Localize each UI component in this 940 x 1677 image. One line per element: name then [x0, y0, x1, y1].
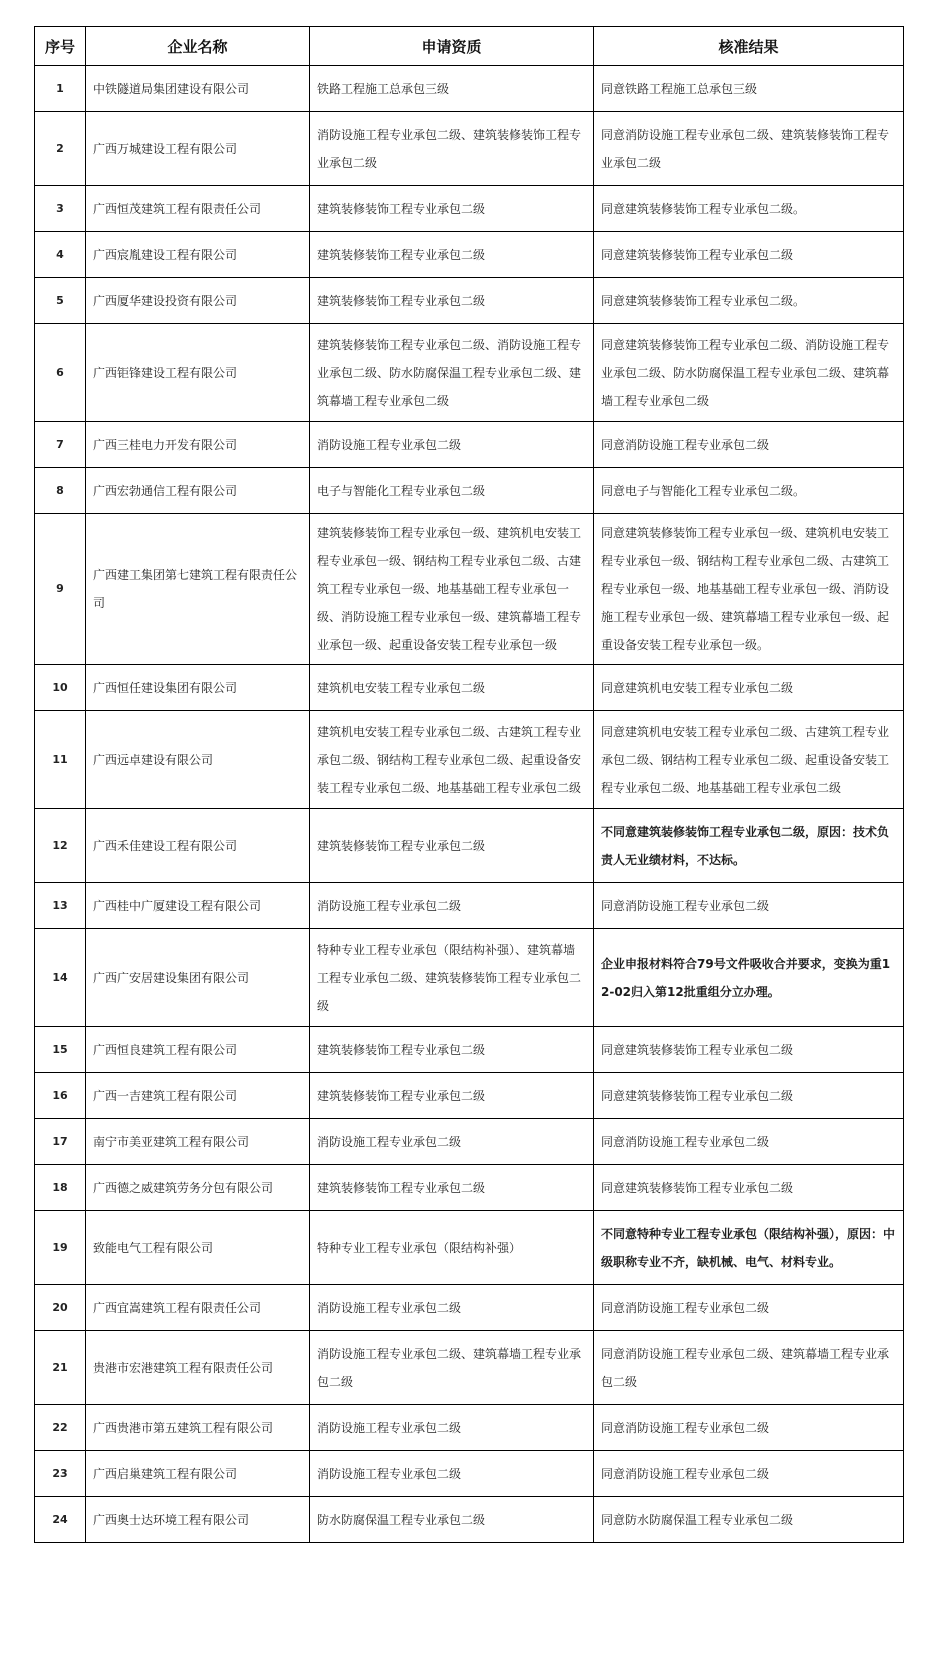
row-company-name: 广西贵港市第五建筑工程有限公司 [86, 1405, 310, 1451]
row-serial-number: 23 [35, 1451, 86, 1497]
table-row [35, 324, 904, 422]
row-applied-qualification: 建筑机电安装工程专业承包二级、古建筑工程专业承包二级、钢结构工程专业承包二级、起重设备安装工程专业承包二级、地基基础工程专业承包二级 [310, 711, 594, 809]
row-applied-qualification: 消防设施工程专业承包二级、建筑装修装饰工程专业承包二级 [310, 112, 594, 186]
row-approval-result: 同意消防设施工程专业承包二级 [594, 422, 904, 468]
row-serial-number: 22 [35, 1405, 86, 1451]
row-applied-qualification: 建筑装修装饰工程专业承包二级 [310, 1165, 594, 1211]
row-company-name: 广西奥士达环境工程有限公司 [86, 1497, 310, 1543]
row-approval-result: 同意消防设施工程专业承包二级 [594, 1119, 904, 1165]
row-applied-qualification: 消防设施工程专业承包二级 [310, 422, 594, 468]
row-company-name: 中铁隧道局集团建设有限公司 [86, 66, 310, 112]
table-row [35, 1451, 904, 1497]
row-serial-number: 24 [35, 1497, 86, 1543]
header-serial-number: 序号 [35, 27, 86, 66]
table-row [35, 186, 904, 232]
row-approval-result: 同意建筑装修装饰工程专业承包一级、建筑机电安装工程专业承包一级、钢结构工程专业承包二级、古建筑工程专业承包一级、地基基础工程专业承包一级、消防设施工程专业承包一级、建筑幕墙工程专业承包一级、起重设备安装工程专业承包一级。 [594, 514, 904, 665]
row-applied-qualification: 消防设施工程专业承包二级、建筑幕墙工程专业承包二级 [310, 1331, 594, 1405]
row-approval-result: 同意铁路工程施工总承包三级 [594, 66, 904, 112]
row-company-name: 广西万城建设工程有限公司 [86, 112, 310, 186]
header-applied-qualification: 申请资质 [310, 27, 594, 66]
row-approval-result: 同意建筑装修装饰工程专业承包二级、消防设施工程专业承包二级、防水防腐保温工程专业承包二级、建筑幕墙工程专业承包二级 [594, 324, 904, 422]
row-approval-result: 同意消防设施工程专业承包二级、建筑幕墙工程专业承包二级 [594, 1331, 904, 1405]
row-applied-qualification: 消防设施工程专业承包二级 [310, 883, 594, 929]
row-company-name: 致能电气工程有限公司 [86, 1211, 310, 1285]
table-row [35, 66, 904, 112]
row-company-name: 广西广安居建设集团有限公司 [86, 929, 310, 1027]
row-company-name: 广西一吉建筑工程有限公司 [86, 1073, 310, 1119]
table-row [35, 929, 904, 1027]
table-row [35, 1497, 904, 1543]
table-row [35, 809, 904, 883]
table-row [35, 1073, 904, 1119]
row-serial-number: 2 [35, 112, 86, 186]
row-company-name: 广西远卓建设有限公司 [86, 711, 310, 809]
row-approval-result: 同意消防设施工程专业承包二级 [594, 883, 904, 929]
row-applied-qualification: 消防设施工程专业承包二级 [310, 1405, 594, 1451]
row-applied-qualification: 建筑装修装饰工程专业承包二级 [310, 1027, 594, 1073]
table-header-row [35, 27, 904, 66]
table-row [35, 1331, 904, 1405]
row-approval-result: 同意消防设施工程专业承包二级 [594, 1285, 904, 1331]
row-company-name: 广西三桂电力开发有限公司 [86, 422, 310, 468]
row-company-name: 广西宜嵩建筑工程有限责任公司 [86, 1285, 310, 1331]
table-row [35, 1405, 904, 1451]
table-row [35, 1119, 904, 1165]
row-serial-number: 16 [35, 1073, 86, 1119]
row-applied-qualification: 消防设施工程专业承包二级 [310, 1119, 594, 1165]
row-serial-number: 1 [35, 66, 86, 112]
row-approval-result: 同意防水防腐保温工程专业承包二级 [594, 1497, 904, 1543]
row-serial-number: 7 [35, 422, 86, 468]
row-approval-result: 同意建筑装修装饰工程专业承包二级。 [594, 278, 904, 324]
row-applied-qualification: 建筑装修装饰工程专业承包二级 [310, 1073, 594, 1119]
row-approval-result: 同意建筑装修装饰工程专业承包二级 [594, 1073, 904, 1119]
header-company-name: 企业名称 [86, 27, 310, 66]
row-serial-number: 5 [35, 278, 86, 324]
row-applied-qualification: 建筑装修装饰工程专业承包一级、建筑机电安装工程专业承包一级、钢结构工程专业承包二级、古建筑工程专业承包一级、地基基础工程专业承包一级、消防设施工程专业承包一级、建筑幕墙工程专业承包一级、起重设备安装工程专业承包一级 [310, 514, 594, 665]
table-row [35, 1285, 904, 1331]
row-serial-number: 20 [35, 1285, 86, 1331]
row-serial-number: 6 [35, 324, 86, 422]
table-row [35, 1211, 904, 1285]
row-serial-number: 9 [35, 514, 86, 665]
row-applied-qualification: 铁路工程施工总承包三级 [310, 66, 594, 112]
row-applied-qualification: 建筑机电安装工程专业承包二级 [310, 665, 594, 711]
row-applied-qualification: 防水防腐保温工程专业承包二级 [310, 1497, 594, 1543]
row-serial-number: 8 [35, 468, 86, 514]
row-applied-qualification: 建筑装修装饰工程专业承包二级 [310, 186, 594, 232]
table-row [35, 112, 904, 186]
row-approval-result: 企业申报材料符合79号文件吸收合并要求，变换为重12-02归入第12批重组分立办理。 [594, 929, 904, 1027]
row-company-name: 广西建工集团第七建筑工程有限责任公司 [86, 514, 310, 665]
table-row [35, 278, 904, 324]
row-applied-qualification: 建筑装修装饰工程专业承包二级 [310, 809, 594, 883]
row-company-name: 广西厦华建设投资有限公司 [86, 278, 310, 324]
row-applied-qualification: 消防设施工程专业承包二级 [310, 1285, 594, 1331]
row-serial-number: 19 [35, 1211, 86, 1285]
table-row [35, 468, 904, 514]
row-company-name: 广西宏勃通信工程有限公司 [86, 468, 310, 514]
row-company-name: 广西恒任建设集团有限公司 [86, 665, 310, 711]
row-approval-result: 不同意特种专业工程专业承包（限结构补强），原因：中级职称专业不齐，缺机械、电气、材料专业。 [594, 1211, 904, 1285]
table-row [35, 232, 904, 278]
row-applied-qualification: 特种专业工程专业承包（限结构补强） [310, 1211, 594, 1285]
header-approval-result: 核准结果 [594, 27, 904, 66]
table-row [35, 711, 904, 809]
row-company-name: 广西德之威建筑劳务分包有限公司 [86, 1165, 310, 1211]
row-company-name: 广西恒茂建筑工程有限责任公司 [86, 186, 310, 232]
row-serial-number: 4 [35, 232, 86, 278]
table-row [35, 422, 904, 468]
row-approval-result: 同意建筑装修装饰工程专业承包二级 [594, 1027, 904, 1073]
table-row [35, 1165, 904, 1211]
row-applied-qualification: 建筑装修装饰工程专业承包二级 [310, 232, 594, 278]
row-company-name: 广西桂中广厦建设工程有限公司 [86, 883, 310, 929]
table-row [35, 1027, 904, 1073]
row-approval-result: 同意电子与智能化工程专业承包二级。 [594, 468, 904, 514]
row-serial-number: 18 [35, 1165, 86, 1211]
row-serial-number: 13 [35, 883, 86, 929]
row-approval-result: 同意消防设施工程专业承包二级 [594, 1405, 904, 1451]
row-approval-result: 同意建筑机电安装工程专业承包二级 [594, 665, 904, 711]
row-company-name: 广西宸胤建设工程有限公司 [86, 232, 310, 278]
row-serial-number: 12 [35, 809, 86, 883]
row-company-name: 贵港市宏港建筑工程有限责任公司 [86, 1331, 310, 1405]
row-applied-qualification: 建筑装修装饰工程专业承包二级 [310, 278, 594, 324]
row-serial-number: 21 [35, 1331, 86, 1405]
row-approval-result: 同意消防设施工程专业承包二级 [594, 1451, 904, 1497]
row-applied-qualification: 建筑装修装饰工程专业承包二级、消防设施工程专业承包二级、防水防腐保温工程专业承包二级、建筑幕墙工程专业承包二级 [310, 324, 594, 422]
row-company-name: 广西禾佳建设工程有限公司 [86, 809, 310, 883]
row-company-name: 广西启巢建筑工程有限公司 [86, 1451, 310, 1497]
row-serial-number: 10 [35, 665, 86, 711]
row-serial-number: 11 [35, 711, 86, 809]
table-row [35, 883, 904, 929]
table-row [35, 514, 904, 665]
approval-results-table [34, 26, 904, 1543]
row-approval-result: 同意建筑机电安装工程专业承包二级、古建筑工程专业承包二级、钢结构工程专业承包二级、起重设备安装工程专业承包二级、地基基础工程专业承包二级 [594, 711, 904, 809]
row-approval-result: 同意消防设施工程专业承包二级、建筑装修装饰工程专业承包二级 [594, 112, 904, 186]
row-approval-result: 同意建筑装修装饰工程专业承包二级 [594, 232, 904, 278]
row-serial-number: 15 [35, 1027, 86, 1073]
row-applied-qualification: 消防设施工程专业承包二级 [310, 1451, 594, 1497]
row-company-name: 南宁市美亚建筑工程有限公司 [86, 1119, 310, 1165]
row-serial-number: 17 [35, 1119, 86, 1165]
row-serial-number: 3 [35, 186, 86, 232]
row-approval-result: 同意建筑装修装饰工程专业承包二级。 [594, 186, 904, 232]
row-company-name: 广西钜锋建设工程有限公司 [86, 324, 310, 422]
row-company-name: 广西恒良建筑工程有限公司 [86, 1027, 310, 1073]
row-serial-number: 14 [35, 929, 86, 1027]
row-approval-result: 不同意建筑装修装饰工程专业承包二级，原因：技术负责人无业绩材料，不达标。 [594, 809, 904, 883]
row-applied-qualification: 特种专业工程专业承包（限结构补强）、建筑幕墙工程专业承包二级、建筑装修装饰工程专业承包二级 [310, 929, 594, 1027]
row-applied-qualification: 电子与智能化工程专业承包二级 [310, 468, 594, 514]
table-row [35, 665, 904, 711]
row-approval-result: 同意建筑装修装饰工程专业承包二级 [594, 1165, 904, 1211]
